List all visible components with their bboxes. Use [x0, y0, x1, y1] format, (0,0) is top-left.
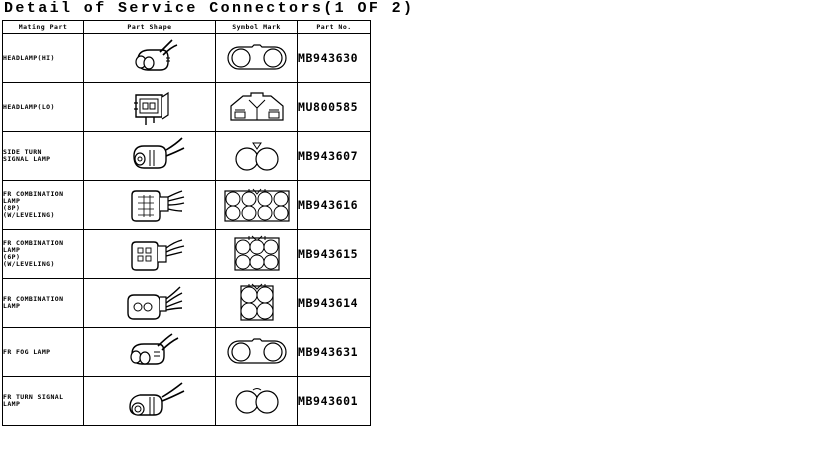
2-pin-fog-connector-icon [110, 330, 190, 374]
table-row [3, 377, 371, 426]
mating-part-cell: FR TURN SIGNAL LAMP [3, 377, 84, 426]
4-cavity-grid-symbol-icon [227, 282, 287, 324]
part-no-cell: MB943607 [298, 132, 371, 181]
part-no-cell: MB943615 [298, 230, 371, 279]
page-title: Detail of Service Connectors(1 OF 2) [4, 0, 415, 17]
mating-part-cell: HEADLAMP(HI) [3, 34, 84, 83]
part-shape-cell [84, 83, 216, 132]
header-part-no: Part No. [298, 21, 371, 34]
table-row [3, 279, 371, 328]
symbol-mark-cell [216, 34, 298, 83]
part-no-cell: MB943631 [298, 328, 371, 377]
symbol-mark-cell [216, 279, 298, 328]
2-pin-side-connector-icon [110, 134, 190, 178]
table-row [3, 181, 371, 230]
table-row [3, 132, 371, 181]
header-symbol-mark: Symbol Mark [216, 21, 298, 34]
table-row [3, 83, 371, 132]
4-pin-connector-icon [110, 281, 190, 325]
2-cavity-oval-symbol-icon [227, 43, 287, 73]
symbol-mark-cell [216, 83, 298, 132]
8-cavity-grid-symbol-icon [222, 187, 292, 223]
part-shape-cell [84, 181, 216, 230]
part-shape-cell [84, 328, 216, 377]
part-shape-cell [84, 34, 216, 83]
symbol-mark-cell [216, 181, 298, 230]
part-no-cell: MB943616 [298, 181, 371, 230]
mating-part-cell: FR COMBINATION LAMP [3, 279, 84, 328]
square-housing-connector-icon [110, 85, 190, 129]
part-shape-cell [84, 230, 216, 279]
mating-part-cell: FR COMBINATION LAMP (6P) (W/LEVELING) [3, 230, 84, 279]
2-circle-symbol-icon [227, 139, 287, 173]
2-circle-symbol-icon [227, 384, 287, 418]
symbol-mark-cell [216, 377, 298, 426]
part-no-cell: MB943601 [298, 377, 371, 426]
symbol-mark-cell [216, 328, 298, 377]
2-cavity-oval-symbol-icon [227, 337, 287, 367]
part-no-cell: MB943630 [298, 34, 371, 83]
trapezoid-2-cavity-symbol-icon [227, 90, 287, 124]
table-row [3, 328, 371, 377]
mating-part-cell: SIDE TURN SIGNAL LAMP [3, 132, 84, 181]
table-row [3, 230, 371, 279]
mating-part-cell: FR FOG LAMP [3, 328, 84, 377]
symbol-mark-cell [216, 230, 298, 279]
part-no-cell: MB943614 [298, 279, 371, 328]
mating-part-cell: FR COMBINATION LAMP (8P) (W/LEVELING) [3, 181, 84, 230]
part-shape-cell [84, 377, 216, 426]
connector-table [2, 20, 371, 426]
part-shape-cell [84, 279, 216, 328]
symbol-mark-cell [216, 132, 298, 181]
table-row [3, 34, 371, 83]
mating-part-cell: HEADLAMP(LO) [3, 83, 84, 132]
part-shape-cell [84, 132, 216, 181]
header-part-shape: Part Shape [84, 21, 216, 34]
8-pin-connector-icon [110, 183, 190, 227]
2-pin-turn-connector-icon [110, 379, 190, 423]
header-mating-part: Mating Part [3, 21, 84, 34]
6-cavity-grid-symbol-icon [227, 234, 287, 274]
6-pin-connector-icon [110, 232, 190, 276]
part-no-cell: MU800585 [298, 83, 371, 132]
2-pin-round-connector-icon [110, 36, 190, 80]
table-header-row [3, 21, 371, 34]
